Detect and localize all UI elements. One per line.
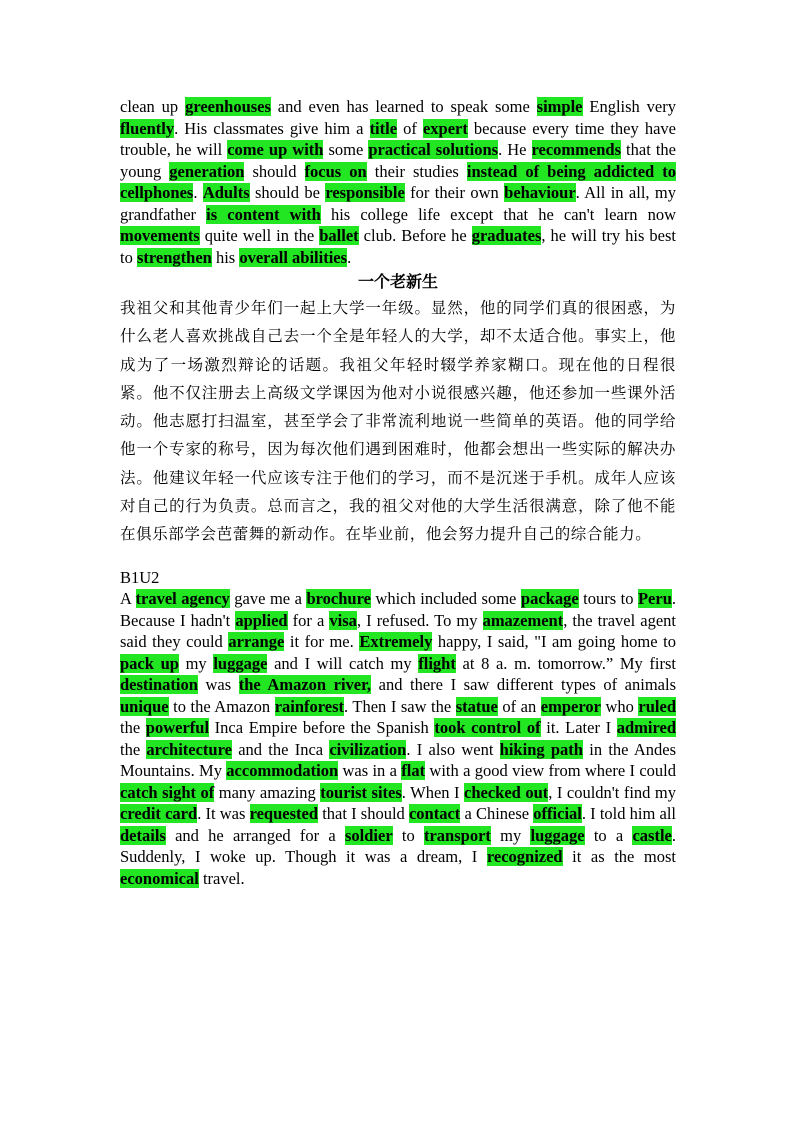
highlighted-term: ballet <box>319 226 359 245</box>
highlighted-term: requested <box>249 804 319 824</box>
highlighted-term: focus on <box>304 161 367 181</box>
text-run: should <box>244 161 305 181</box>
highlighted-term: official <box>533 804 582 824</box>
highlighted-term: tourist sites <box>320 782 402 802</box>
highlighted-term: powerful <box>145 718 210 738</box>
highlighted-term: greenhouses <box>185 97 271 116</box>
text-run: and even has learned to speak some <box>270 97 537 116</box>
text-run: of an <box>497 696 541 716</box>
highlighted-term: is content with <box>206 204 321 224</box>
text-run: and he arranged for a <box>165 825 345 845</box>
text-run: should be <box>249 183 326 202</box>
highlighted-term: come up with <box>227 140 324 159</box>
text-run: many amazing <box>214 782 321 802</box>
highlighted-term: package <box>520 589 579 609</box>
text-run: because every time they have trouble, he will <box>120 118 676 159</box>
document-page <box>120 96 676 889</box>
section-label: B1U2 <box>120 567 160 587</box>
highlighted-term: Extremely <box>359 632 433 652</box>
english-paragraph-2 <box>120 588 676 889</box>
highlighted-term: admired <box>616 718 676 738</box>
highlighted-term: unique <box>120 696 169 716</box>
highlighted-term: Peru <box>637 589 672 609</box>
text-run: and the Inca <box>231 739 330 759</box>
text-run: quite well in the <box>199 226 320 245</box>
highlighted-term: catch sight of <box>120 782 215 802</box>
highlighted-term: arrange <box>228 632 285 652</box>
text-run: to <box>392 825 424 845</box>
text-run: for a <box>287 610 330 630</box>
text-run: that the young <box>120 140 676 181</box>
highlighted-term: soldier <box>344 825 393 845</box>
highlighted-term: recommends <box>531 140 622 159</box>
highlighted-term: practical solutions <box>368 140 499 159</box>
highlighted-term: details <box>120 825 166 845</box>
highlighted-term: flat <box>401 761 426 781</box>
highlighted-term: rainforest <box>274 696 345 716</box>
highlighted-term: emperor <box>540 696 601 716</box>
text-run: . Because I hadn't <box>120 589 676 630</box>
text-run: which included some <box>370 589 521 609</box>
highlighted-term: title <box>369 118 398 138</box>
text-run: A <box>120 589 136 609</box>
highlighted-term: the Amazon river, <box>238 675 372 695</box>
text-run: . His classmates give him a <box>174 118 370 138</box>
text-run: was <box>197 675 239 695</box>
text-run: . He <box>498 140 532 159</box>
highlighted-term: checked out <box>464 782 549 802</box>
highlighted-term: generation <box>169 161 245 181</box>
highlighted-term: pack up <box>120 653 179 673</box>
highlighted-term: recognized <box>486 847 563 867</box>
highlighted-term: strengthen <box>136 247 212 267</box>
highlighted-term: transport <box>423 825 491 845</box>
text-run: who <box>600 696 639 716</box>
text-run: a Chinese <box>460 804 534 824</box>
text-run: and I will catch my <box>267 653 419 673</box>
text-run: of <box>397 118 423 138</box>
text-run: and there I saw different types of animals <box>371 675 676 695</box>
text-run: to the Amazon <box>168 696 275 716</box>
text-run: that I should <box>318 804 409 824</box>
highlighted-term: applied <box>235 610 288 630</box>
highlighted-term: amazement <box>482 610 564 630</box>
text-run: . <box>193 183 203 202</box>
text-run: . It was <box>197 804 250 824</box>
chinese-title: 一个老新生 <box>357 272 438 291</box>
highlighted-term: ruled <box>638 696 676 716</box>
text-run: the <box>120 718 146 738</box>
highlighted-term: brochure <box>306 589 371 609</box>
highlighted-term: castle <box>632 825 672 845</box>
text-run: clean up <box>120 97 186 116</box>
highlighted-term: economical <box>120 868 199 888</box>
highlighted-term: expert <box>422 118 468 138</box>
highlighted-term: behaviour <box>504 183 576 202</box>
text-run: , the travel agent said they could <box>120 610 676 652</box>
highlighted-term: simple <box>536 97 583 116</box>
text-run: it as the most <box>562 847 676 867</box>
text-run: to a <box>584 825 633 845</box>
highlighted-term: fluently <box>120 118 175 138</box>
text-run: . All in all, my grandfather <box>120 183 676 224</box>
highlighted-term: hiking path <box>499 739 583 759</box>
highlighted-term: overall abilities <box>239 247 348 267</box>
chinese-translation-paragraph: 我祖父和其他青少年们一起上大学一年级。显然，他的同学们真的很困惑，为什么老人喜欢挑战自己去一个全是年轻人的大学，却不太适合他。事实上，他成为了一场激烈辩论的话题。我祖父年轻时辍学养家糊口。现在他的日程很紧。他不仅注册去上高级文学课因为他对小说很感兴趣，他还参加一些课外活动。他志愿打扫温室，甚至学会了非常流利地说一些简单的英语。他的同学给他一个专家的称号，因为每次他们遇到困难时，他都会想出一些实际的解决办法。他建议年轻一代应该专注于他们的学习，而不是沉迷于手机。成年人应该对自己的行为负责。总而言之，我的祖父对他的大学生活很满意，除了他不能在俱乐部学会芭蕾舞的新动作。在毕业前，他会努力提升自己的综合能力。 <box>120 299 676 544</box>
highlighted-term: civilization <box>329 739 407 759</box>
highlighted-term: luggage <box>530 825 585 845</box>
highlighted-term: Adults <box>202 183 250 202</box>
text-run: their studies <box>366 161 467 181</box>
highlighted-term: visa <box>329 610 357 630</box>
highlighted-term: luggage <box>213 653 268 673</box>
highlighted-term: credit card <box>120 804 198 824</box>
text-run: for their own <box>404 183 505 202</box>
text-run: it for me. <box>284 632 360 652</box>
text-run: . Then I saw the <box>344 696 456 716</box>
text-run: happy, I said, "I am going home to <box>432 632 676 652</box>
text-run: . When I <box>401 782 465 802</box>
highlighted-term: movements <box>120 226 200 245</box>
text-run: tours to <box>578 589 638 609</box>
text-run: , I couldn't find my <box>548 782 677 802</box>
text-run: . I also went <box>406 739 500 759</box>
text-run: Inca Empire before the Spanish <box>209 718 435 738</box>
highlighted-term: contact <box>408 804 461 824</box>
text-run: , I refused. To my <box>356 610 483 630</box>
text-run: . <box>347 247 352 267</box>
highlighted-term: instead of being addicted to cellphones <box>120 161 676 202</box>
highlighted-term: destination <box>120 675 198 695</box>
highlighted-term: flight <box>418 653 456 673</box>
text-run: club. Before he <box>358 226 472 245</box>
highlighted-term: statue <box>455 696 498 716</box>
text-run: at 8 a. m. tomorrow.” My first <box>455 653 676 673</box>
highlighted-term: travel agency <box>135 589 230 609</box>
english-paragraph-1 <box>120 96 676 268</box>
text-run: in the Andes Mountains. My <box>120 739 676 781</box>
text-run: . I told him all <box>581 804 677 824</box>
text-run: with a good view from where I could <box>425 761 676 781</box>
highlighted-term: architecture <box>146 739 232 759</box>
text-run: my <box>490 825 531 845</box>
highlighted-term: graduates <box>471 226 542 245</box>
text-run: English very <box>582 97 676 116</box>
highlighted-term: accommodation <box>226 761 339 781</box>
text-run: travel. <box>198 868 245 888</box>
text-run: was in a <box>338 761 402 781</box>
highlighted-term: responsible <box>325 183 405 202</box>
text-run: his <box>211 247 240 267</box>
text-run: it. Later I <box>540 718 617 738</box>
text-run: some <box>323 140 369 159</box>
text-run: my <box>178 653 214 673</box>
text-run: gave me a <box>229 589 307 609</box>
text-run: the <box>120 739 147 759</box>
text-run: , he will try his best to <box>120 226 677 267</box>
highlighted-term: took control of <box>434 718 541 738</box>
text-run: . Suddenly, I woke up. Though it was a dream, I <box>120 825 676 867</box>
text-run: his college life except that he can't learn now <box>320 204 676 224</box>
